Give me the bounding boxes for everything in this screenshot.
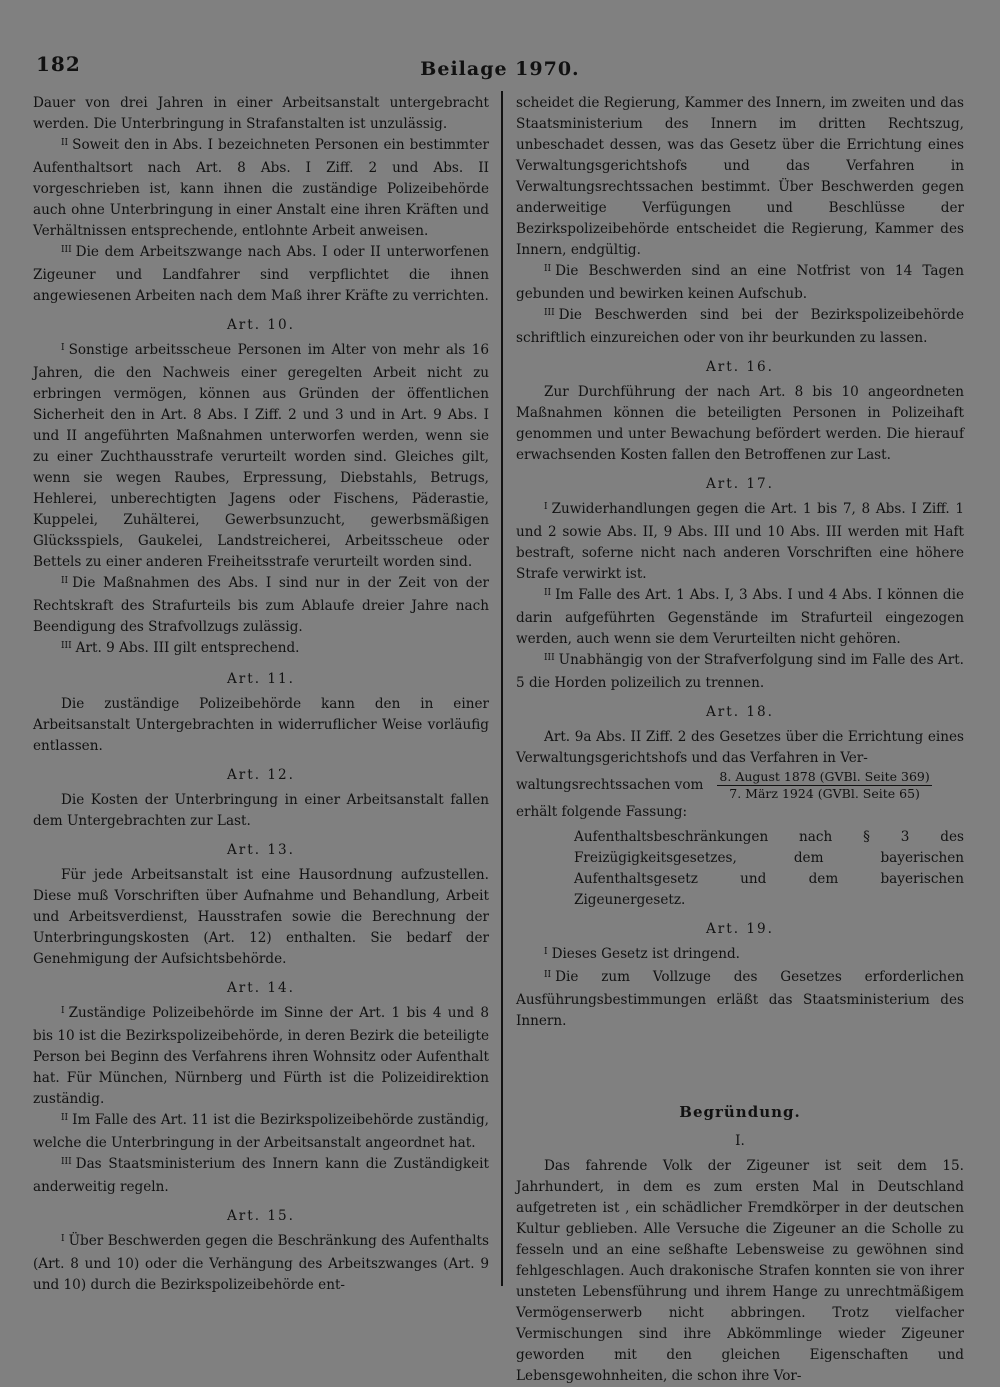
paragraph-mark: III — [544, 308, 555, 318]
page-header-title: Beilage 1970. — [420, 58, 580, 80]
paragraph — [516, 305, 964, 349]
date-fraction — [717, 769, 931, 802]
paragraph: Zur Durchführung der nach Art. 8 bis 10 angeordneten Maßnahmen können die beteiligten Personen in Polizeihaft genommen und unter Bewachung befördert werden. Die hierauf erwachsenden Kosten fallen den Betroffenen zur Last. — [516, 384, 964, 463]
paragraph-text: Die Beschwerden sind an eine Notfrist von 14 Tagen gebunden und bewirken keinen Aufschub. — [516, 263, 964, 302]
column-divider — [501, 91, 503, 1286]
paragraph-mark: I — [61, 1234, 65, 1244]
paragraph-text: Die zum Vollzuge des Gesetzes erforderlichen Ausführungsbestimmungen erläßt das Staatsministerium des Innern. — [516, 969, 964, 1029]
paragraph-text: Zuständige Polizeibehörde im Sinne der Art. 1 bis 4 und 8 bis 10 ist die Bezirkspolizeibehörde, in deren Bezirk die beteiligte Person bei Beginn des Verfahrens ihren Wohnsitz oder Aufenthalt hat. Für München, Nürnberg und Fürth ist die Polizeidirektion zuständig. — [33, 1005, 489, 1107]
paragraph — [516, 261, 964, 305]
paragraph-mark: I — [544, 502, 548, 512]
paragraph-mark: I — [61, 1006, 65, 1016]
paragraph-text: Unabhängig von der Strafverfolgung sind im Falle des Art. 5 die Horden polizeilich zu trennen. — [516, 652, 964, 691]
paragraph-mark: II — [61, 576, 69, 586]
paragraph: Das fahrende Volk der Zigeuner ist seit dem 15. Jahrhundert, in dem es zum ersten Mal in Deutschland aufgetreten ist , ein schädlicher Fremdkörper in der deutschen Kultur geblieben. Alle Versuche die Zigeuner an die Scholle zu fesseln und an eine seßhafte Lebensweise zu gewöhnen sind fehlgeschlagen. Auch drakonische Strafen konnten sie von ihrer unsteten Lebensführung und ihrem Hange zu unrechtmäßigem Vermögenserwerb nicht abbringen. Trotz vielfacher Vermischungen sind ihre Abkömmlinge wieder Zigeuner geworden mit den gleichen Eigenschaften und Lebensgewohnheiten, die schon ihre Vor- — [516, 1158, 964, 1384]
article-heading: Art. 15. — [226, 1208, 296, 1224]
paragraph-text: Zuwiderhandlungen gegen die Art. 1 bis 7, 8 Abs. I Ziff. 1 und 2 sowie Abs. II, 9 Abs. III und 10 Abs. III werden mit Haft bestraft, soferne nicht nach anderen Vorschriften eine höhere Strafe verwirkt ist. — [516, 501, 964, 582]
reference-lead: waltungsrechtssachen vom — [516, 777, 704, 793]
paragraph-text: Im Falle des Art. 11 ist die Bezirkspolizeibehörde zuständig, welche die Unterbringung in der Arbeitsanstalt angeordnet hat. — [33, 1112, 489, 1151]
right-column — [516, 93, 964, 1387]
paragraph — [33, 340, 489, 573]
paragraph: erhält folgende Fassung: — [516, 804, 688, 820]
quoted-provision: Aufenthaltsbeschränkungen nach § 3 des Freizügigkeitsgesetzes, dem bayerischen Aufenthaltsgesetz und dem bayerischen Zigeunergesetz. — [574, 829, 964, 908]
paragraph-mark: II — [544, 264, 552, 274]
paragraph-text: Die dem Arbeitszwange nach Abs. I oder II unterworfenen Zigeuner und Landfahrer sind verpflichtet die ihnen angewiesenen Arbeiten nach dem Maß ihrer Kräfte zu verrichten. — [33, 244, 489, 304]
paragraph — [516, 585, 964, 650]
paragraph-text: Art. 9 Abs. III gilt entsprechend. — [75, 640, 300, 656]
law-date-reference — [516, 769, 964, 802]
paragraph-mark: III — [61, 1157, 72, 1167]
paragraph — [33, 1003, 489, 1110]
paragraph: Für jede Arbeitsanstalt ist eine Hausordnung aufzustellen. Diese muß Vorschriften über Aufnahme und Behandlung, Arbeit und Arbeitsverdienst, Hausstrafen sowie die Berechnung der Unterbringungskosten (Art. 12) enthalten. Sie bedarf der Genehmigung der Aufsichtsbehörde. — [33, 867, 489, 967]
fraction-denominator: 7. März 1924 (GVBl. Seite 65) — [729, 786, 920, 801]
article-heading: Art. 14. — [226, 980, 296, 996]
paragraph: scheidet die Regierung, Kammer des Innern, im zweiten und das Staatsministerium des Innern im dritten Rechtszug, unbeschadet dessen, was das Gesetz über die Errichtung eines Verwaltungsgerichtshofs und das Verfahren in Verwaltungsrechtssachen bestimmt. Über Beschwerden gegen anderweitige Verfügungen und Beschlüsse der Bezirkspolizeibehörde entscheidet die Regierung, Kammer des Innern, endgültig. — [516, 95, 964, 258]
paragraph-mark: I — [544, 947, 548, 957]
paragraph — [33, 638, 489, 661]
paragraph-text: Soweit den in Abs. I bezeichneten Personen ein bestimmter Aufenthaltsort nach Art. 8 Abs. I Ziff. 2 und Abs. II vorgeschrieben ist, kann ihnen die zuständige Polizeibehörde auch ohne Unterbringung in einer Anstalt eine ihren Kräften und Verhältnissen entsprechende, entlohnte Arbeit anweisen. — [33, 137, 489, 239]
article-heading: Art. 17. — [705, 476, 775, 492]
paragraph-text: Sonstige arbeitsscheue Personen im Alter von mehr als 16 Jahren, die den Nachweis einer geregelten Arbeit nicht zu erbringen vermögen, können aus Gründen der öffentlichen Sicherheit den in Art. 8 Abs. I Ziff. 2 und 3 und in Art. 9 Abs. I und II angeführten Maßnahmen unterworfen werden, wenn sie zu einer Zuchthausstrafe verurteilt worden sind. Gleiches gilt, wenn sie wegen Raubes, Erpressung, Diebstahls, Betrugs, Hehlerei, unberechtigten Jagens oder Fischens, Päderastie, Kuppelei, Zuhälterei, Gewerbsunzucht, gewerbsmäßigen Glücksspiels, Gaukelei, Landstreicherei, Arbeitsscheue oder Bettels zu einer anderen Freiheitsstrafe verurteilt worden sind. — [33, 342, 489, 570]
paragraph — [516, 650, 964, 694]
paragraph — [33, 1231, 489, 1296]
paragraph-mark: II — [61, 138, 69, 148]
paragraph-mark: III — [61, 641, 72, 651]
paragraph — [516, 967, 964, 1032]
paragraph-mark: I — [61, 343, 65, 353]
paragraph-text: Im Falle des Art. 1 Abs. I, 3 Abs. I und 4 Abs. I können die darin aufgeführten Gegenstände im Strafurteil eingezogen werden, auch wenn sie dem Verurteilten nicht gehören. — [516, 587, 964, 647]
paragraph: Dauer von drei Jahren in einer Arbeitsanstalt untergebracht werden. Die Unterbringung in Strafanstalten ist unzulässig. — [33, 95, 489, 132]
paragraph-mark: III — [544, 653, 555, 663]
article-heading: Art. 13. — [226, 842, 296, 858]
article-heading: Art. 10. — [226, 317, 296, 333]
article-heading: Art. 12. — [226, 767, 296, 783]
article-heading: Art. 18. — [705, 704, 775, 720]
paragraph-text: Über Beschwerden gegen die Beschränkung des Aufenthalts (Art. 8 und 10) oder die Verhängung des Arbeitszwanges (Art. 9 und 10) durch die Bezirkspolizeibehörde ent- — [33, 1233, 489, 1293]
paragraph — [33, 135, 489, 242]
article-heading: Art. 19. — [705, 921, 775, 937]
paragraph: Die zuständige Polizeibehörde kann den in einer Arbeitsanstalt Untergebrachten in widerruflicher Weise vorläufig entlassen. — [33, 696, 489, 754]
article-heading: Art. 11. — [226, 671, 296, 687]
paragraph — [516, 944, 964, 967]
paragraph-mark: III — [61, 245, 72, 255]
fraction-numerator: 8. August 1878 (GVBl. Seite 369) — [719, 769, 930, 784]
paragraph-mark: II — [61, 1113, 69, 1123]
paragraph: Die Kosten der Unterbringung in einer Arbeitsanstalt fallen dem Untergebrachten zur Last. — [33, 792, 489, 829]
paragraph — [33, 573, 489, 638]
paragraph-text: Dieses Gesetz ist dringend. — [551, 946, 740, 962]
paragraph: Art. 9a Abs. II Ziff. 2 des Gesetzes über die Errichtung eines Verwaltungsgerichtshofs und das Verfahren in Ver- — [516, 729, 964, 766]
section-heading-begruendung: Begründung. — [679, 1103, 801, 1121]
article-heading: Art. 16. — [705, 359, 775, 375]
paragraph — [33, 242, 489, 307]
paragraph-text: Die Maßnahmen des Abs. I sind nur in der Zeit von der Rechtskraft des Strafurteils bis zum Ablaufe dreier Jahre nach Beendigung des Strafvollzugs zulässig. — [33, 575, 489, 635]
page-number: 182 — [36, 52, 81, 76]
paragraph-mark: II — [544, 588, 552, 598]
paragraph — [33, 1154, 489, 1198]
paragraph-mark: II — [544, 970, 552, 980]
left-column — [33, 93, 489, 1296]
section-number: I. — [735, 1133, 745, 1149]
paragraph-text: Das Staatsministerium des Innern kann die Zuständigkeit anderweitig regeln. — [33, 1156, 489, 1195]
paragraph — [33, 1110, 489, 1154]
paragraph — [516, 499, 964, 585]
paragraph-text: Die Beschwerden sind bei der Bezirkspolizeibehörde schriftlich einzureichen oder von ihr beurkunden zu lassen. — [516, 307, 964, 346]
